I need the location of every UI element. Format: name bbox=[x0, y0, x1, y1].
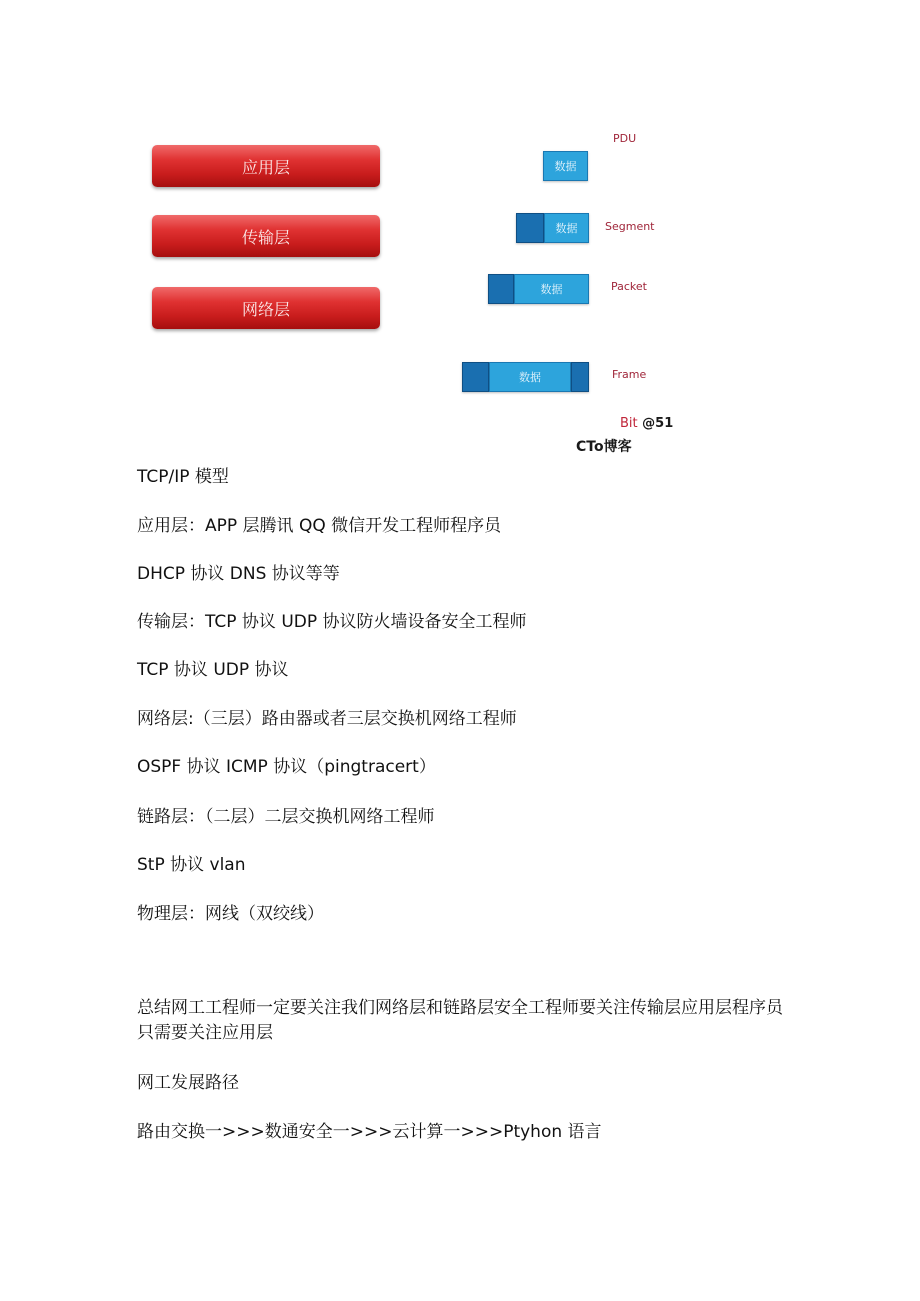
pdu-title: PDU bbox=[613, 132, 637, 145]
pdu-data-box bbox=[543, 151, 588, 181]
heading-tcpip-model: TCP/IP 模型 bbox=[137, 467, 229, 487]
text-line: 传输层：TCP 协议 UDP 协议防火墙设备安全工程师 bbox=[137, 612, 527, 632]
path-title: 网工发展路径 bbox=[137, 1073, 239, 1093]
text-line: 应用层：APP 层腾讯 QQ 微信开发工程师程序员 bbox=[137, 516, 502, 536]
pdu-data-segment: 数据 bbox=[544, 213, 589, 243]
pdu-data-segment: 数据 bbox=[543, 151, 588, 181]
osi-pdu-diagram bbox=[0, 0, 920, 460]
career-path: 路由交换一>>>数通安全一>>>云计算一>>>Ptyhon 语言 bbox=[137, 1122, 602, 1142]
text-line: StP 协议 vlan bbox=[137, 855, 246, 875]
layer-bar-application: 应用层 bbox=[152, 145, 380, 187]
watermark-line1: Bit @51 bbox=[620, 416, 674, 431]
pdu-header-segment bbox=[488, 274, 514, 304]
pdu-label-segment: Segment bbox=[605, 220, 655, 233]
pdu-trailer-segment bbox=[571, 362, 589, 392]
pdu-data-segment: 数据 bbox=[489, 362, 571, 392]
watermark-line2: CTo博客 bbox=[576, 439, 632, 455]
text-line: 物理层：网线（双绞线） bbox=[137, 904, 324, 924]
pdu-segment-box bbox=[516, 213, 589, 243]
pdu-label-frame: Frame bbox=[612, 368, 647, 381]
text-line: 网络层:（三层）路由器或者三层交换机网络工程师 bbox=[137, 709, 517, 729]
layer-bar-transport: 传输层 bbox=[152, 215, 380, 257]
pdu-frame-box bbox=[462, 362, 589, 392]
text-line: OSPF 协议 ICMP 协议（pingtracert） bbox=[137, 757, 436, 777]
text-line: TCP 协议 UDP 协议 bbox=[137, 660, 289, 680]
pdu-packet-box bbox=[488, 274, 589, 304]
pdu-header-segment bbox=[516, 213, 544, 243]
pdu-header-segment bbox=[462, 362, 489, 392]
text-line: 链路层：（二层）二层交换机网络工程师 bbox=[137, 807, 435, 827]
text-line: DHCP 协议 DNS 协议等等 bbox=[137, 564, 340, 584]
layer-bar-network: 网络层 bbox=[152, 287, 380, 329]
pdu-label-packet: Packet bbox=[611, 280, 647, 293]
summary-paragraph: 总结网工工程师一定要关注我们网络层和链路层安全工程师要关注传输层应用层程序员只需要关注应用层 bbox=[137, 998, 783, 1043]
pdu-data-segment: 数据 bbox=[514, 274, 589, 304]
